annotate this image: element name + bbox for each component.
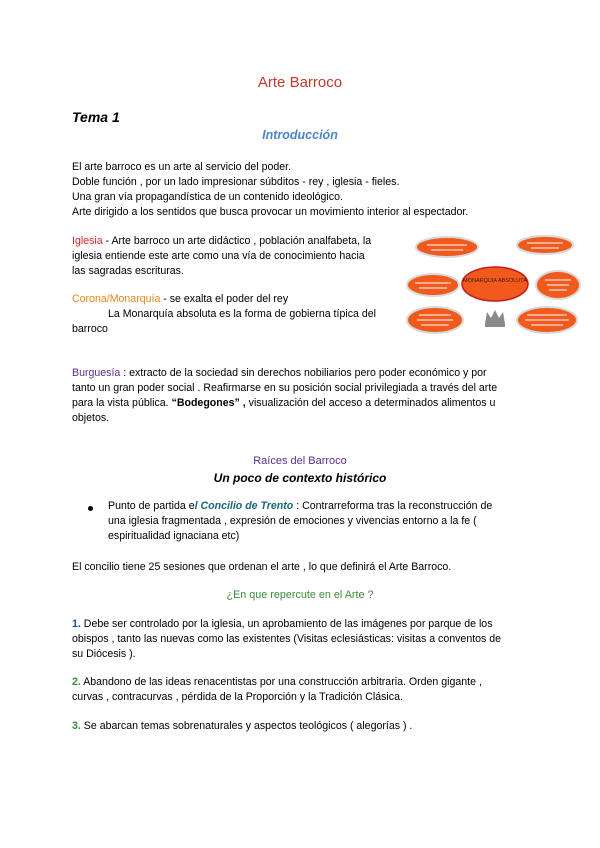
- diagram-center-label: MONARQUIA ABSOLUTA: [463, 278, 527, 284]
- iglesia-text: las sagradas escrituras.: [72, 265, 184, 277]
- intro-line: Arte dirigido a los sentidos que busca provocar un movimiento interior al espectador.: [72, 206, 469, 218]
- point-text: Abandono de las ideas renacentistas por una construcción arbitraria. Orden gigante ,: [80, 676, 482, 688]
- concilio-trento-link: l Concilio de Trento: [194, 500, 294, 512]
- point-text: Se abarcan temas sobrenaturales y aspectos teológicos ( alegorías ) .: [80, 720, 413, 732]
- corona-text: - se exalta el poder del rey: [160, 293, 289, 305]
- raices-heading: Raíces del Barroco: [253, 455, 347, 467]
- point-2: [72, 675, 527, 705]
- point-text: obispos , tanto las nuevas como las existentes (Visitas eclesiásticas: visitas a conventos de: [72, 633, 502, 645]
- concilio-paragraph: [72, 560, 527, 575]
- point-text: su Diócesis ).: [72, 648, 136, 660]
- corona-text: La Monarquía absoluta es la forma de gobierna típica del: [108, 308, 376, 320]
- intro-line: Doble función , por un lado impresionar súbditos - rey , iglesia - fieles.: [72, 176, 400, 188]
- diagram-bubble-top-right: [517, 236, 573, 254]
- intro-paragraph: [72, 160, 527, 220]
- burguesia-paragraph: [72, 366, 527, 426]
- burguesia-label: Burguesía: [72, 367, 121, 379]
- burguesia-text: : extracto de la sociedad sin derechos nobiliarios pero poder económico y por: [120, 367, 487, 379]
- burguesia-text: visualización del acceso a determinados alimentos u: [245, 397, 496, 409]
- raices-subheading: Un poco de contexto histórico: [213, 471, 387, 485]
- point-text: Debe ser controlado por la iglesia, un aprobamiento de las imágenes por parque de los: [80, 618, 493, 630]
- iglesia-paragraph: [72, 234, 392, 279]
- iglesia-text: iglesia entiende este arte como una vía de conocimiento hacia: [72, 250, 365, 262]
- concilio-text: El concilio tiene 25 sesiones que ordenan el arte , lo que definirá el Arte Barroco.: [72, 561, 452, 573]
- bullet-text: una iglesia fragmentada , expresión de emociones y vivencias entorno a la fe (: [108, 515, 477, 527]
- point-number: 1.: [72, 618, 81, 630]
- corona-text: barroco: [72, 323, 108, 335]
- burguesia-text: para la vista pública.: [72, 397, 172, 409]
- crown-icon: [485, 310, 505, 327]
- intro-line: El arte barroco es un arte al servicio del poder.: [72, 161, 292, 173]
- point-number: 2.: [72, 676, 81, 688]
- bodegones-term: “Bodegones” ,: [171, 397, 246, 409]
- burguesia-text: objetos.: [72, 412, 110, 424]
- corona-label: Corona/Monarquía: [72, 293, 161, 305]
- diagram-bubble-top-left: [416, 237, 478, 257]
- iglesia-text: - Arte barroco un arte didáctico , población analfabeta, la: [102, 235, 372, 247]
- bullet-text: Punto de partida e: [108, 500, 195, 512]
- burguesia-text: tanto un gran poder social . Reafirmarse en su posición social privilegiada a través del arte: [72, 382, 498, 394]
- tema-heading: Tema 1: [72, 109, 120, 125]
- diagram-bubble-center: [462, 267, 528, 301]
- bullet-item: [108, 499, 528, 544]
- point-3: [72, 719, 527, 734]
- bullet-text: : Contrarreforma tras la reconstrucción de: [293, 500, 493, 512]
- document-title: Arte Barroco: [257, 74, 343, 91]
- bullet-icon: [88, 506, 93, 511]
- point-text: curvas , contracurvas , pérdida de la Proporción y la Tradición Clásica.: [72, 691, 403, 703]
- intro-line: Una gran vía propagandística de un contenido ideológico.: [72, 191, 343, 203]
- bullet-text: espiritualidad ignaciana etc): [108, 530, 240, 542]
- question-heading: ¿En que repercute en el Arte ?: [226, 589, 374, 601]
- iglesia-label: Iglesia: [72, 235, 103, 247]
- corona-paragraph: [72, 292, 392, 337]
- point-1: [72, 617, 527, 662]
- diagram-bubble-left: [407, 274, 459, 296]
- monarchy-diagram: [395, 232, 595, 337]
- intro-heading: Introducción: [262, 128, 338, 142]
- point-number: 3.: [72, 720, 81, 732]
